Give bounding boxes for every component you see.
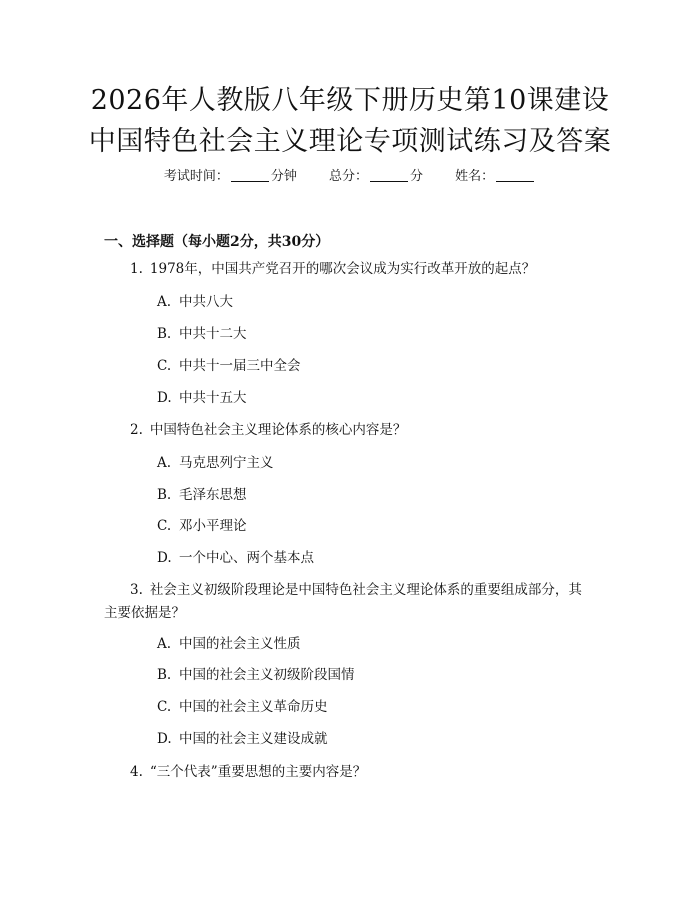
option-letter: A. [157, 294, 172, 310]
option-1c [157, 356, 301, 376]
option-letter: A. [157, 636, 172, 652]
question-2 [130, 420, 406, 440]
option-1d [157, 388, 247, 408]
option-1b [157, 324, 247, 344]
option-1a [157, 292, 233, 312]
exam-time-blank [231, 168, 269, 182]
option-letter: D. [157, 731, 172, 747]
option-text: 中共八大 [179, 294, 233, 310]
question-number: 3. [130, 582, 143, 598]
option-letter: B. [157, 326, 172, 342]
student-name-blank [496, 168, 534, 182]
section-heading: 一、选择题（每小题2分，共30分） [104, 234, 330, 250]
option-text: 中国的社会主义初级阶段国情 [179, 667, 355, 683]
question-number: 2. [130, 422, 143, 438]
question-text: “三个代表”重要思想的主要内容是？ [149, 764, 367, 780]
total-score-unit: 分 [410, 169, 424, 184]
option-letter: B. [157, 667, 172, 683]
option-text: 马克思列宁主义 [179, 455, 274, 471]
option-text: 中共十五大 [179, 390, 247, 406]
exam-time-field [164, 168, 297, 186]
question-3-continued: 主要依据是？ [104, 605, 185, 621]
question-number: 4. [130, 764, 143, 780]
question-4 [130, 762, 366, 782]
option-text: 中共十一届三中全会 [179, 358, 301, 374]
option-letter: A. [157, 455, 172, 471]
question-text: 中国特色社会主义理论体系的核心内容是？ [149, 422, 407, 438]
question-number: 1. [130, 261, 143, 277]
option-2d [157, 548, 314, 568]
option-text: 邓小平理论 [179, 518, 247, 534]
option-text: 中国的社会主义建设成就 [179, 731, 328, 747]
option-text: 中国的社会主义性质 [179, 636, 301, 652]
student-name-label: 姓名： [455, 169, 495, 184]
question-text: 1978年，中国共产党召开的哪次会议成为实行改革开放的起点？ [149, 261, 536, 277]
option-2b [157, 485, 247, 505]
option-letter: D. [157, 550, 172, 566]
total-score-blank [370, 168, 408, 182]
option-3b [157, 665, 355, 685]
option-2a [157, 453, 274, 473]
option-letter: C. [157, 699, 172, 715]
exam-time-label: 考试时间： [163, 169, 229, 184]
option-text: 毛泽东思想 [179, 487, 247, 503]
question-3 [130, 580, 582, 600]
option-text: 中国的社会主义革命历史 [179, 699, 328, 715]
exam-time-unit: 分钟 [270, 169, 297, 184]
question-text: 社会主义初级阶段理论是中国特色社会主义理论体系的重要组成部分，其 [149, 582, 582, 598]
option-text: 中共十二大 [179, 326, 247, 342]
option-letter: C. [157, 518, 172, 534]
option-letter: D. [157, 390, 172, 406]
option-2c [157, 516, 247, 536]
option-letter: C. [157, 358, 172, 374]
page-title-line-1: 2026年人教版八年级下册历史第10课建设 [90, 85, 610, 116]
option-3a [157, 634, 301, 654]
option-text: 一个中心、两个基本点 [179, 550, 314, 566]
total-score-label: 总分： [328, 169, 368, 184]
page-title-line-2: 中国特色社会主义理论专项测试练习及答案 [88, 126, 612, 157]
student-name-field [455, 168, 536, 186]
question-1 [130, 259, 535, 279]
option-3c [157, 697, 328, 717]
total-score-field [329, 168, 423, 186]
exam-meta [0, 168, 700, 186]
option-letter: B. [157, 487, 172, 503]
option-3d [157, 729, 328, 749]
